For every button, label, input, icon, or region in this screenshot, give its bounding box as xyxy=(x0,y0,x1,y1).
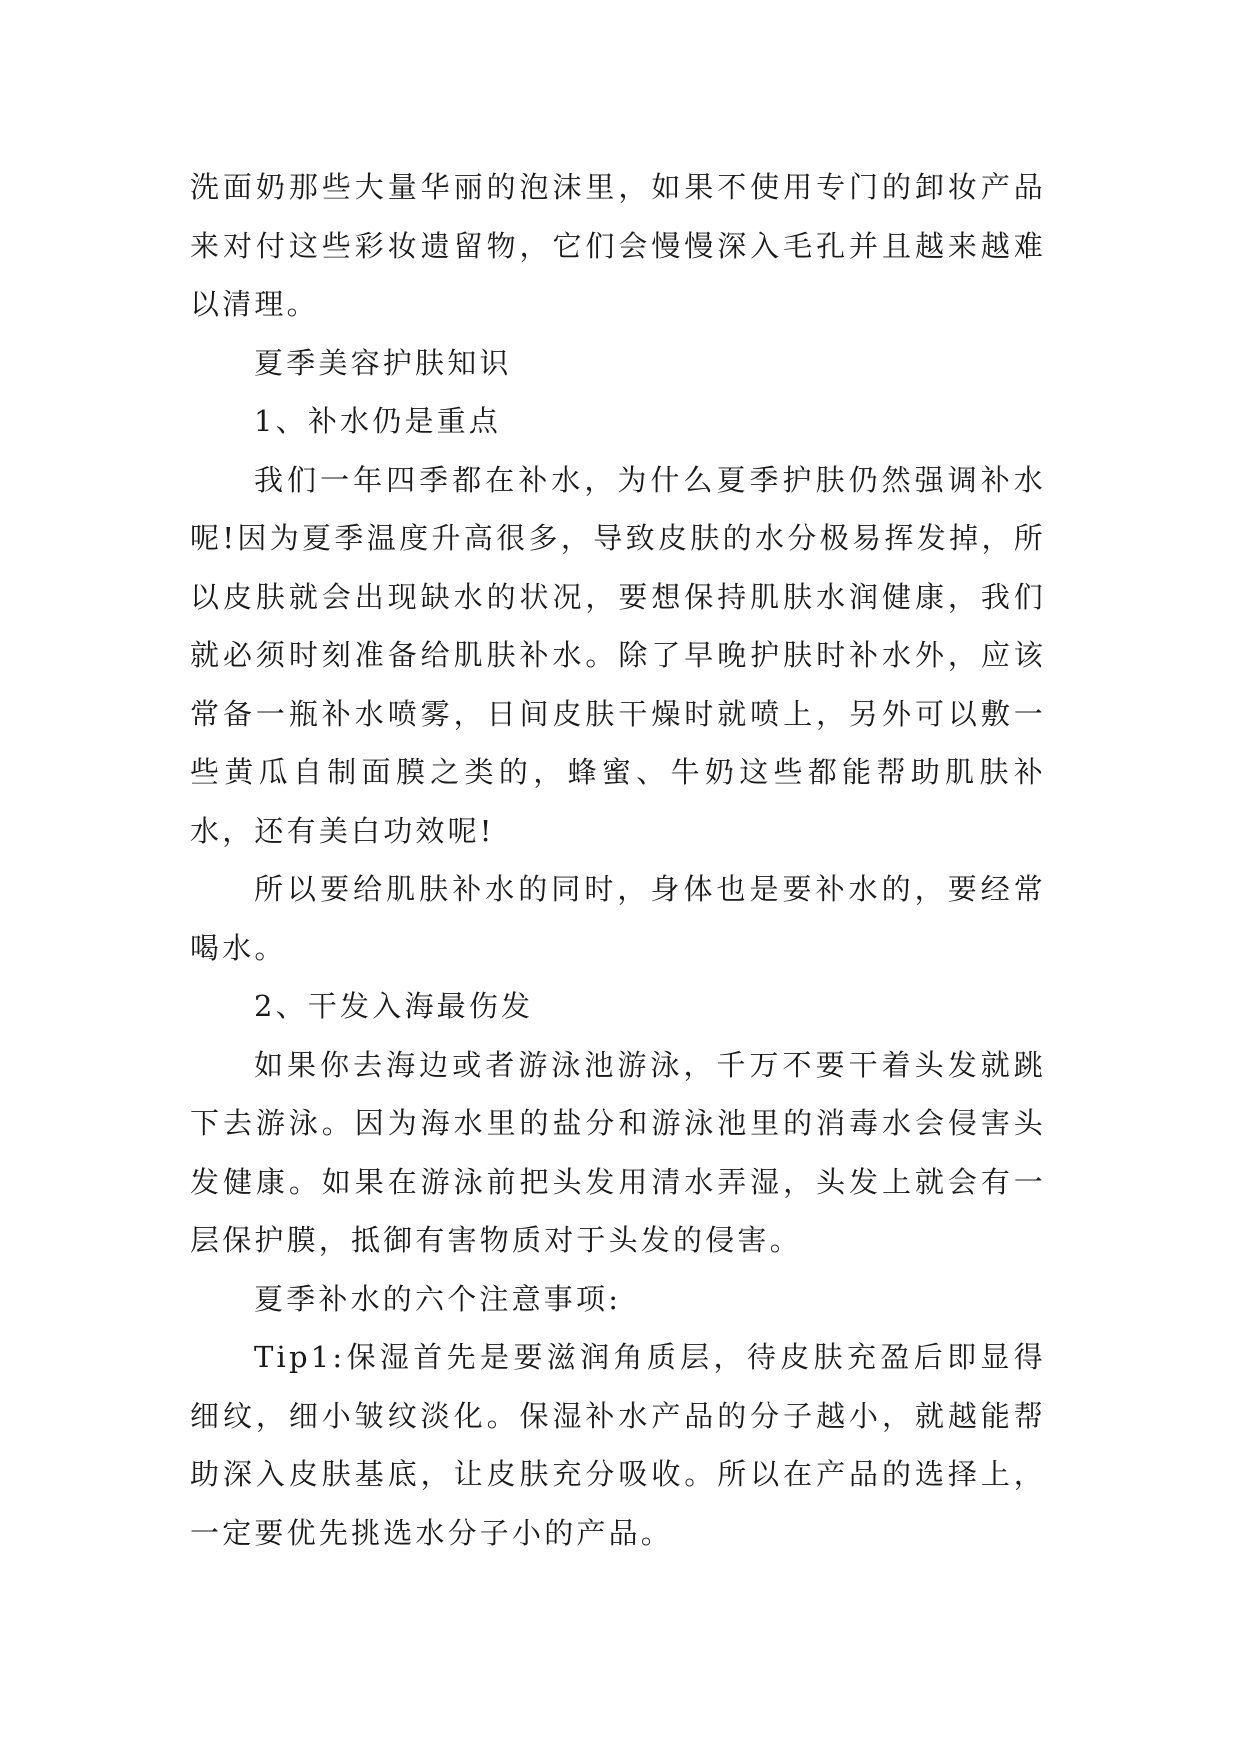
paragraph: 所以要给肌肤补水的同时，身体也是要补水的，要经常喝水。 xyxy=(190,872,1046,965)
paragraph-continuation: 洗面奶那些大量华丽的泡沫里，如果不使用专门的卸妆产品来对付这些彩妆遗留物，它们会慢慢深入毛孔并且越来越难以清理。 xyxy=(190,170,1046,321)
document-body xyxy=(190,158,1046,1562)
list-heading: 夏季补水的六个注意事项: xyxy=(254,1281,622,1316)
subheading-2: 2、干发入海最伤发 xyxy=(254,989,534,1023)
paragraph: 如果你去海边或者游泳池游泳，千万不要干着头发就跳下去游泳。因为海水里的盐分和游泳池里的消毒水会侵害头发健康。如果在游泳前把头发用清水弄湿，头发上就会有一层保护膜，抵御有害物质对于头发的侵害。 xyxy=(190,1047,1046,1257)
subheading-1: 1、补水仍是重点 xyxy=(254,404,502,438)
section-heading: 夏季美容护肤知识 xyxy=(254,345,512,380)
tip-paragraph: Tip1:保湿首先是要滋润角质层，待皮肤充盈后即显得细纹，细小皱纹淡化。保湿补水产品的分子越小，就越能帮助深入皮肤基底，让皮肤充分吸收。所以在产品的选择上，一定要优先挑选水分子小的产品。 xyxy=(190,1340,1046,1550)
paragraph: 我们一年四季都在补水，为什么夏季护肤仍然强调补水呢!因为夏季温度升高很多，导致皮肤的水分极易挥发掉，所以皮肤就会出现缺水的状况，要想保持肌肤水润健康，我们就必须时刻准备给肌肤补水。除了早晚护肤时补水外，应该常备一瓶补水喷雾，日间皮肤干燥时就喷上，另外可以敷一些黄瓜自制面膜之类的，蜂蜜、牛奶这些都能帮助肌肤补水，还有美白功效呢! xyxy=(190,462,1046,848)
